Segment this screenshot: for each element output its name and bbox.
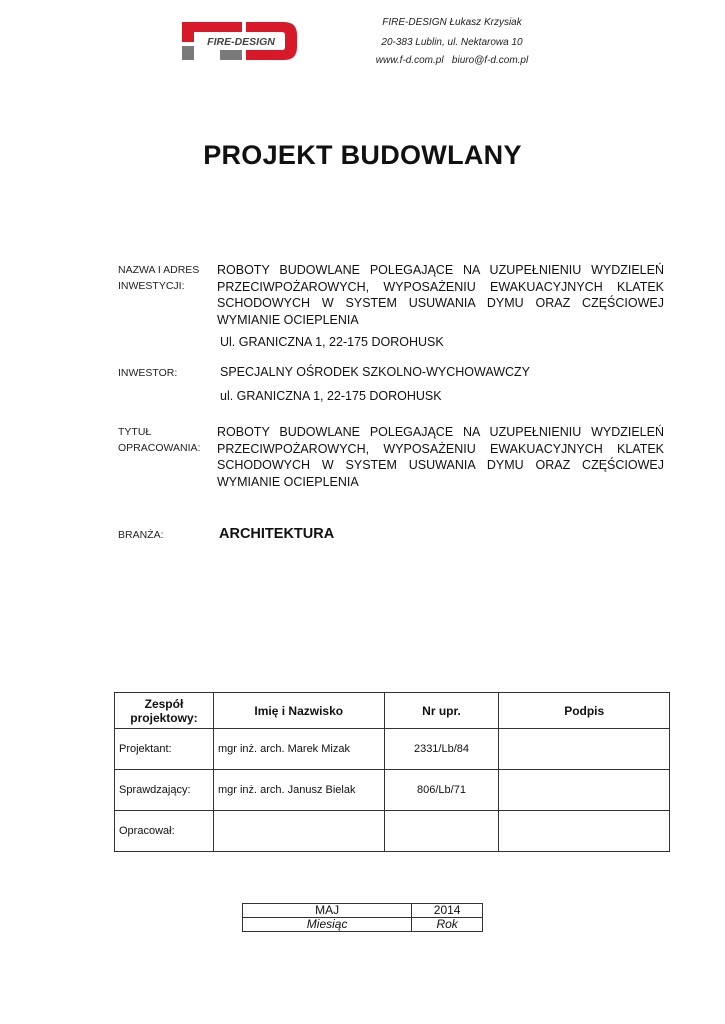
- branza-label: BRANŻA:: [118, 529, 164, 541]
- team-header-role: Zespół projektowy:: [115, 693, 214, 729]
- company-web[interactable]: www.f-d.com.pl: [375, 55, 444, 66]
- team-role: Opracował:: [115, 811, 214, 852]
- study-title-value: ROBOTY BUDOWLANE POLEGAJĄCE NA UZUPEŁNIENIU WYDZIELEŃ PRZECIWPOŻAROWYCH, WYPOSAŻENIU EWAKUACYJNYCH KLATEK SCHODOWYCH W SYSTEM USUWANIA DYMU ORAZ CZĘŚCIOWEJ WYMIANIE OCIEPLENIA: [217, 425, 664, 489]
- team-signature: [499, 770, 670, 811]
- team-role: Sprawdzający:: [115, 770, 214, 811]
- team-name: mgr inż. arch. Marek Mizak: [213, 729, 384, 770]
- company-contact: [362, 55, 542, 66]
- team-name: mgr inż. arch. Janusz Bielak: [213, 770, 384, 811]
- date-month: MAJ: [243, 904, 412, 918]
- investment-name: ROBOTY BUDOWLANE POLEGAJĄCE NA UZUPEŁNIENIU WYDZIELEŃ PRZECIWPOŻAROWYCH, WYPOSAŻENIU EWAKUACYJNYCH KLATEK SCHODOWYCH W SYSTEM USUWANIA DYMU ORAZ CZĘŚCIOWEJ WYMIANIE OCIEPLENIA: [217, 263, 664, 327]
- company-name: FIRE-DESIGN Łukasz Krzysiak: [382, 17, 522, 28]
- branza-value: ARCHITEKTURA: [219, 526, 335, 542]
- team-license: 806/Lb/71: [384, 770, 499, 811]
- investment-label: NAZWA I ADRES INWESTYCJI:: [118, 264, 200, 292]
- date-table: [242, 903, 483, 932]
- company-logo: [180, 20, 300, 62]
- team-license: 2331/Lb/84: [384, 729, 499, 770]
- investment-address: Ul. GRANICZNA 1, 22-175 DOROHUSK: [220, 335, 444, 349]
- date-year: 2014: [412, 904, 483, 918]
- page-title: PROJEKT BUDOWLANY: [203, 140, 522, 170]
- team-header-row: [115, 693, 670, 729]
- team-table: [114, 692, 670, 852]
- date-year-label: Rok: [412, 918, 483, 932]
- logo-text: FIRE-DESIGN: [207, 36, 275, 48]
- team-signature: [499, 729, 670, 770]
- investor-address: ul. GRANICZNA 1, 22-175 DOROHUSK: [220, 389, 442, 403]
- investor-name: SPECJALNY OŚRODEK SZKOLNO-WYCHOWAWCZY: [220, 365, 530, 379]
- study-title-label: TYTUŁ OPRACOWANIA:: [118, 426, 201, 454]
- team-header-license: Nr upr.: [384, 693, 499, 729]
- table-row: [115, 770, 670, 811]
- team-name: [213, 811, 384, 852]
- table-row: [115, 811, 670, 852]
- date-month-label: Miesiąc: [243, 918, 412, 932]
- team-license: [384, 811, 499, 852]
- company-address: 20-383 Lublin, ul. Nektarowa 10: [381, 37, 523, 48]
- team-header-name: Imię i Nazwisko: [213, 693, 384, 729]
- investor-label: INWESTOR:: [118, 367, 178, 379]
- table-row: [115, 729, 670, 770]
- company-email[interactable]: biuro@f-d.com.pl: [451, 55, 529, 66]
- team-signature: [499, 811, 670, 852]
- team-header-signature: Podpis: [499, 693, 670, 729]
- team-role: Projektant:: [115, 729, 214, 770]
